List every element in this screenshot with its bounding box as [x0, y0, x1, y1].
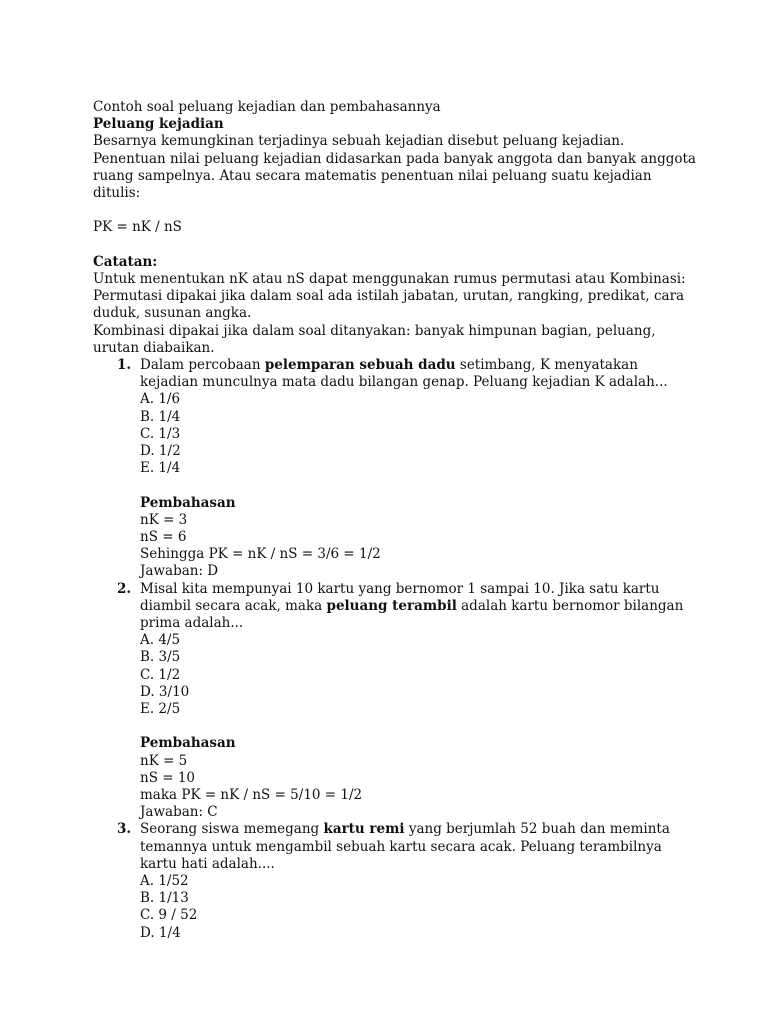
note-line: Untuk menentukan nK atau nS dapat menggunakan rumus permutasi atau Kombinasi: — [93, 271, 686, 287]
answer-option: E. 1/4 — [140, 460, 181, 477]
question-text-emphasis: kartu remi — [323, 821, 405, 838]
blank-line — [93, 202, 698, 219]
question-text-part: Dalam percobaan — [140, 357, 265, 374]
question-text-emphasis: pelemparan sebuah dadu — [264, 357, 456, 374]
question-text — [140, 581, 698, 633]
question-text-part: Misal kita mempunyai 10 kartu yang bernomor 1 sampai 10. Jika satu kartu diambil secara acak, maka — [140, 580, 660, 614]
solution-line: maka PK = nK / nS = 5/10 = 1/2 — [140, 787, 363, 804]
answer-option: D. 1/2 — [140, 443, 181, 460]
answer-option: C. 1/2 — [140, 666, 181, 683]
blank-line — [93, 237, 698, 254]
solution-line: Sehingga PK = nK / nS = 3/6 = 1/2 — [140, 546, 381, 563]
solution — [140, 735, 698, 821]
answer-options — [140, 873, 698, 942]
blank-line — [140, 718, 698, 735]
answer-option: A. 4/5 — [140, 632, 181, 649]
question-text — [140, 821, 698, 873]
question-item — [93, 821, 698, 941]
note-line: Kombinasi dipakai jika dalam soal ditanyakan: banyak himpunan bagian, peluang, urutan diabaikan. — [93, 322, 656, 356]
answer-option: A. 1/6 — [140, 391, 181, 408]
question-number: 1. — [117, 357, 132, 374]
solution-line: nS = 6 — [140, 529, 187, 546]
answer-option: C. 9 / 52 — [140, 907, 198, 924]
question-list — [93, 357, 698, 942]
solution — [140, 495, 698, 581]
answer-option: B. 1/13 — [140, 890, 189, 907]
question-text-part: adalah kartu bernomor bilangan prima adalah... — [140, 597, 684, 632]
solution-line: nK = 3 — [140, 511, 188, 528]
formula: PK = nK / nS — [93, 219, 182, 236]
solution-heading: Pembahasan — [140, 494, 236, 511]
question-item — [93, 581, 698, 822]
question-text-part: Seorang siswa memegang — [140, 821, 324, 838]
blank-line — [140, 477, 698, 494]
solution-answer: Jawaban: D — [140, 563, 219, 580]
answer-option: B. 3/5 — [140, 649, 181, 666]
solution-answer: Jawaban: C — [140, 804, 218, 821]
solution-line: nK = 5 — [140, 752, 188, 769]
question-text — [140, 357, 698, 391]
solution-heading: Pembahasan — [140, 735, 236, 752]
question-text-emphasis: peluang terambil — [326, 597, 457, 614]
question-number: 2. — [117, 580, 132, 597]
intro-paragraph: Besarnya kemungkinan terjadinya sebuah kejadian disebut peluang kejadian. Penentuan nilai peluang kejadian didasarkan pada banyak anggota dan banyak anggota ruang sampelnya. Atau secara matematis penentuan nilai peluang suatu kejadian ditulis: — [93, 133, 696, 202]
answer-option: E. 2/5 — [140, 701, 181, 718]
answer-option: C. 1/3 — [140, 425, 181, 442]
question-text-part: yang berjumlah 52 buah dan meminta temannya untuk mengambil sebuah kartu secara acak. Peluang terambilnya kartu hati adalah.... — [140, 821, 670, 872]
answer-option: D. 1/4 — [140, 924, 181, 941]
section-heading: Peluang kejadian — [93, 116, 224, 133]
answer-option: A. 1/52 — [140, 873, 189, 890]
note-line: Permutasi dipakai jika dalam soal ada istilah jabatan, urutan, rangking, predikat, cara duduk, susunan angka. — [93, 288, 685, 322]
question-text-part: setimbang, K menyatakan kejadian munculnya mata dadu bilangan genap. Peluang kejadian K adalah... — [140, 357, 668, 391]
answer-option: B. 1/4 — [140, 408, 181, 425]
answer-options — [140, 391, 698, 477]
note-heading: Catatan: — [93, 253, 158, 270]
document-title: Contoh soal peluang kejadian dan pembahasannya — [93, 99, 441, 115]
answer-options — [140, 632, 698, 718]
question-item — [93, 357, 698, 581]
question-number: 3. — [117, 821, 132, 838]
solution-line: nS = 10 — [140, 769, 196, 786]
answer-option: D. 3/10 — [140, 683, 190, 700]
